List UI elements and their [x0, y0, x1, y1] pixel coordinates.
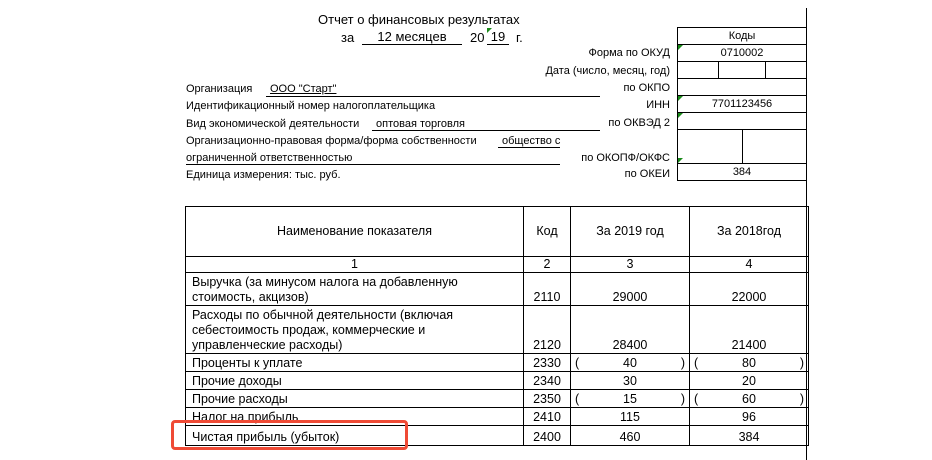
form-underline-2: [186, 164, 560, 165]
row-code: 2400: [524, 426, 571, 446]
okopf-label: по ОКОПФ/ОКФС: [581, 152, 670, 164]
period-prefix: за: [341, 30, 355, 45]
row-name: Выручка (за минусом налога на добавленную стоимость, акцизов): [186, 273, 524, 306]
form-label: Организационно-правовая форма/форма собственности: [186, 135, 477, 147]
table-row: [186, 390, 809, 408]
row-value-2018[interactable]: [690, 354, 809, 372]
row-value-2018[interactable]: [690, 390, 809, 408]
col-number: 4: [690, 257, 809, 273]
table-row: [186, 372, 809, 390]
okud-label: Форма по ОКУД: [588, 47, 670, 59]
paren-open: (: [575, 392, 580, 406]
financial-results-table: [185, 206, 809, 446]
value-2018: 21400: [731, 338, 767, 352]
org-label: Организация: [186, 83, 253, 95]
value-2018: 384: [738, 430, 760, 444]
value-2018: 22000: [731, 290, 767, 304]
value-2019: 15: [623, 392, 637, 406]
date-day-cell[interactable]: [677, 61, 719, 79]
table-row: [186, 273, 809, 306]
table-row: [186, 306, 809, 354]
value-2019: 30: [623, 374, 637, 388]
row-value-2018[interactable]: [690, 273, 809, 306]
header-name: Наименование показателя: [186, 207, 524, 257]
year-unit: г.: [516, 30, 523, 45]
row-code: 2110: [524, 273, 571, 306]
okud-value: 0710002: [720, 47, 764, 59]
report-title: Отчет о финансовых результатах: [318, 12, 520, 27]
row-value-2019[interactable]: [571, 354, 690, 372]
row-value-2018[interactable]: [690, 306, 809, 354]
value-2018: 80: [742, 356, 756, 370]
year-prefix: 20: [470, 30, 485, 45]
inn-value: 7701123456: [711, 98, 773, 110]
row-code: 2410: [524, 408, 571, 426]
cell-marker-icon: [678, 113, 683, 118]
row-name: Расходы по обычной деятельности (включая себестоимость продаж, коммерческие и управленческие расходы): [186, 306, 524, 354]
net-profit-highlight: [171, 420, 408, 450]
okfs-cell-right[interactable]: [742, 129, 807, 164]
okpo-label: по ОКПО: [623, 82, 670, 94]
row-code: 2350: [524, 390, 571, 408]
header-2018: За 2018год: [690, 207, 809, 257]
okved-label: по ОКВЭД 2: [608, 117, 670, 129]
cell-marker-icon: [487, 28, 492, 33]
okpo-cell[interactable]: [677, 78, 807, 96]
paren-close: ): [680, 356, 685, 370]
col-number: 2: [524, 257, 571, 273]
table-header-row: [186, 207, 809, 257]
inn-label: Идентификационный номер налогоплательщика: [186, 100, 436, 112]
form-value-1[interactable]: общество с: [502, 135, 561, 147]
row-name: Прочие доходы: [186, 372, 524, 390]
paren-close: ): [799, 392, 804, 406]
okei-label: по ОКЕИ: [624, 168, 670, 180]
row-value-2018[interactable]: [690, 426, 809, 446]
form-underline-1: [498, 147, 560, 148]
col-number: 1: [186, 257, 524, 273]
row-name: Налог на прибыль: [186, 408, 524, 426]
value-2019: 28400: [612, 338, 648, 352]
row-name: Прочие расходы: [186, 390, 524, 408]
value-2018: 20: [742, 374, 756, 388]
paren-close: ): [799, 356, 804, 370]
row-value-2019[interactable]: [571, 390, 690, 408]
row-value-2019[interactable]: [571, 426, 690, 446]
date-label: Дата (число, месяц, год): [545, 65, 670, 77]
table-row: [186, 354, 809, 372]
date-month-cell[interactable]: [718, 61, 766, 79]
paren-open: (: [694, 392, 699, 406]
form-value-2[interactable]: ограниченной ответственностью: [186, 152, 353, 164]
value-2019: 40: [623, 356, 637, 370]
header-code: Код: [524, 207, 571, 257]
codes-title: Коды: [728, 30, 756, 42]
row-code: 2330: [524, 354, 571, 372]
row-value-2018[interactable]: [690, 408, 809, 426]
row-name: Чистая прибыль (убыток): [186, 426, 524, 446]
activity-value[interactable]: оптовая торговля: [376, 118, 465, 130]
inn-code-label: ИНН: [646, 99, 670, 111]
row-code: 2120: [524, 306, 571, 354]
row-value-2019[interactable]: [571, 306, 690, 354]
row-value-2019[interactable]: [571, 408, 690, 426]
row-name: Проценты к уплате: [186, 354, 524, 372]
col-number: 3: [571, 257, 690, 273]
activity-label: Вид экономической деятельности: [186, 118, 360, 130]
paren-close: ): [680, 392, 685, 406]
table-number-row: [186, 257, 809, 273]
unit-label: Единица измерения: тыс. руб.: [186, 169, 341, 181]
row-code: 2340: [524, 372, 571, 390]
okei-value: 384: [732, 166, 752, 178]
row-value-2019[interactable]: [571, 273, 690, 306]
row-value-2018[interactable]: [690, 372, 809, 390]
okopf-cell-left[interactable]: [677, 129, 743, 164]
paren-open: (: [575, 356, 580, 370]
period-field[interactable]: 12 месяцев: [362, 30, 462, 45]
date-year-cell[interactable]: [765, 61, 807, 79]
year-field[interactable]: 19: [487, 30, 509, 45]
value-2019: 115: [620, 410, 640, 424]
paren-open: (: [694, 356, 699, 370]
row-value-2019[interactable]: [571, 372, 690, 390]
value-2018: 60: [742, 392, 756, 406]
header-2019: За 2019 год: [571, 207, 690, 257]
org-underline: [266, 96, 600, 97]
activity-underline: [372, 130, 600, 131]
value-2019: 29000: [612, 290, 648, 304]
value-2018: 96: [742, 410, 756, 424]
value-2019: 460: [619, 430, 641, 444]
org-value[interactable]: ООО "Старт": [270, 83, 337, 95]
okved-cell[interactable]: [677, 112, 807, 130]
